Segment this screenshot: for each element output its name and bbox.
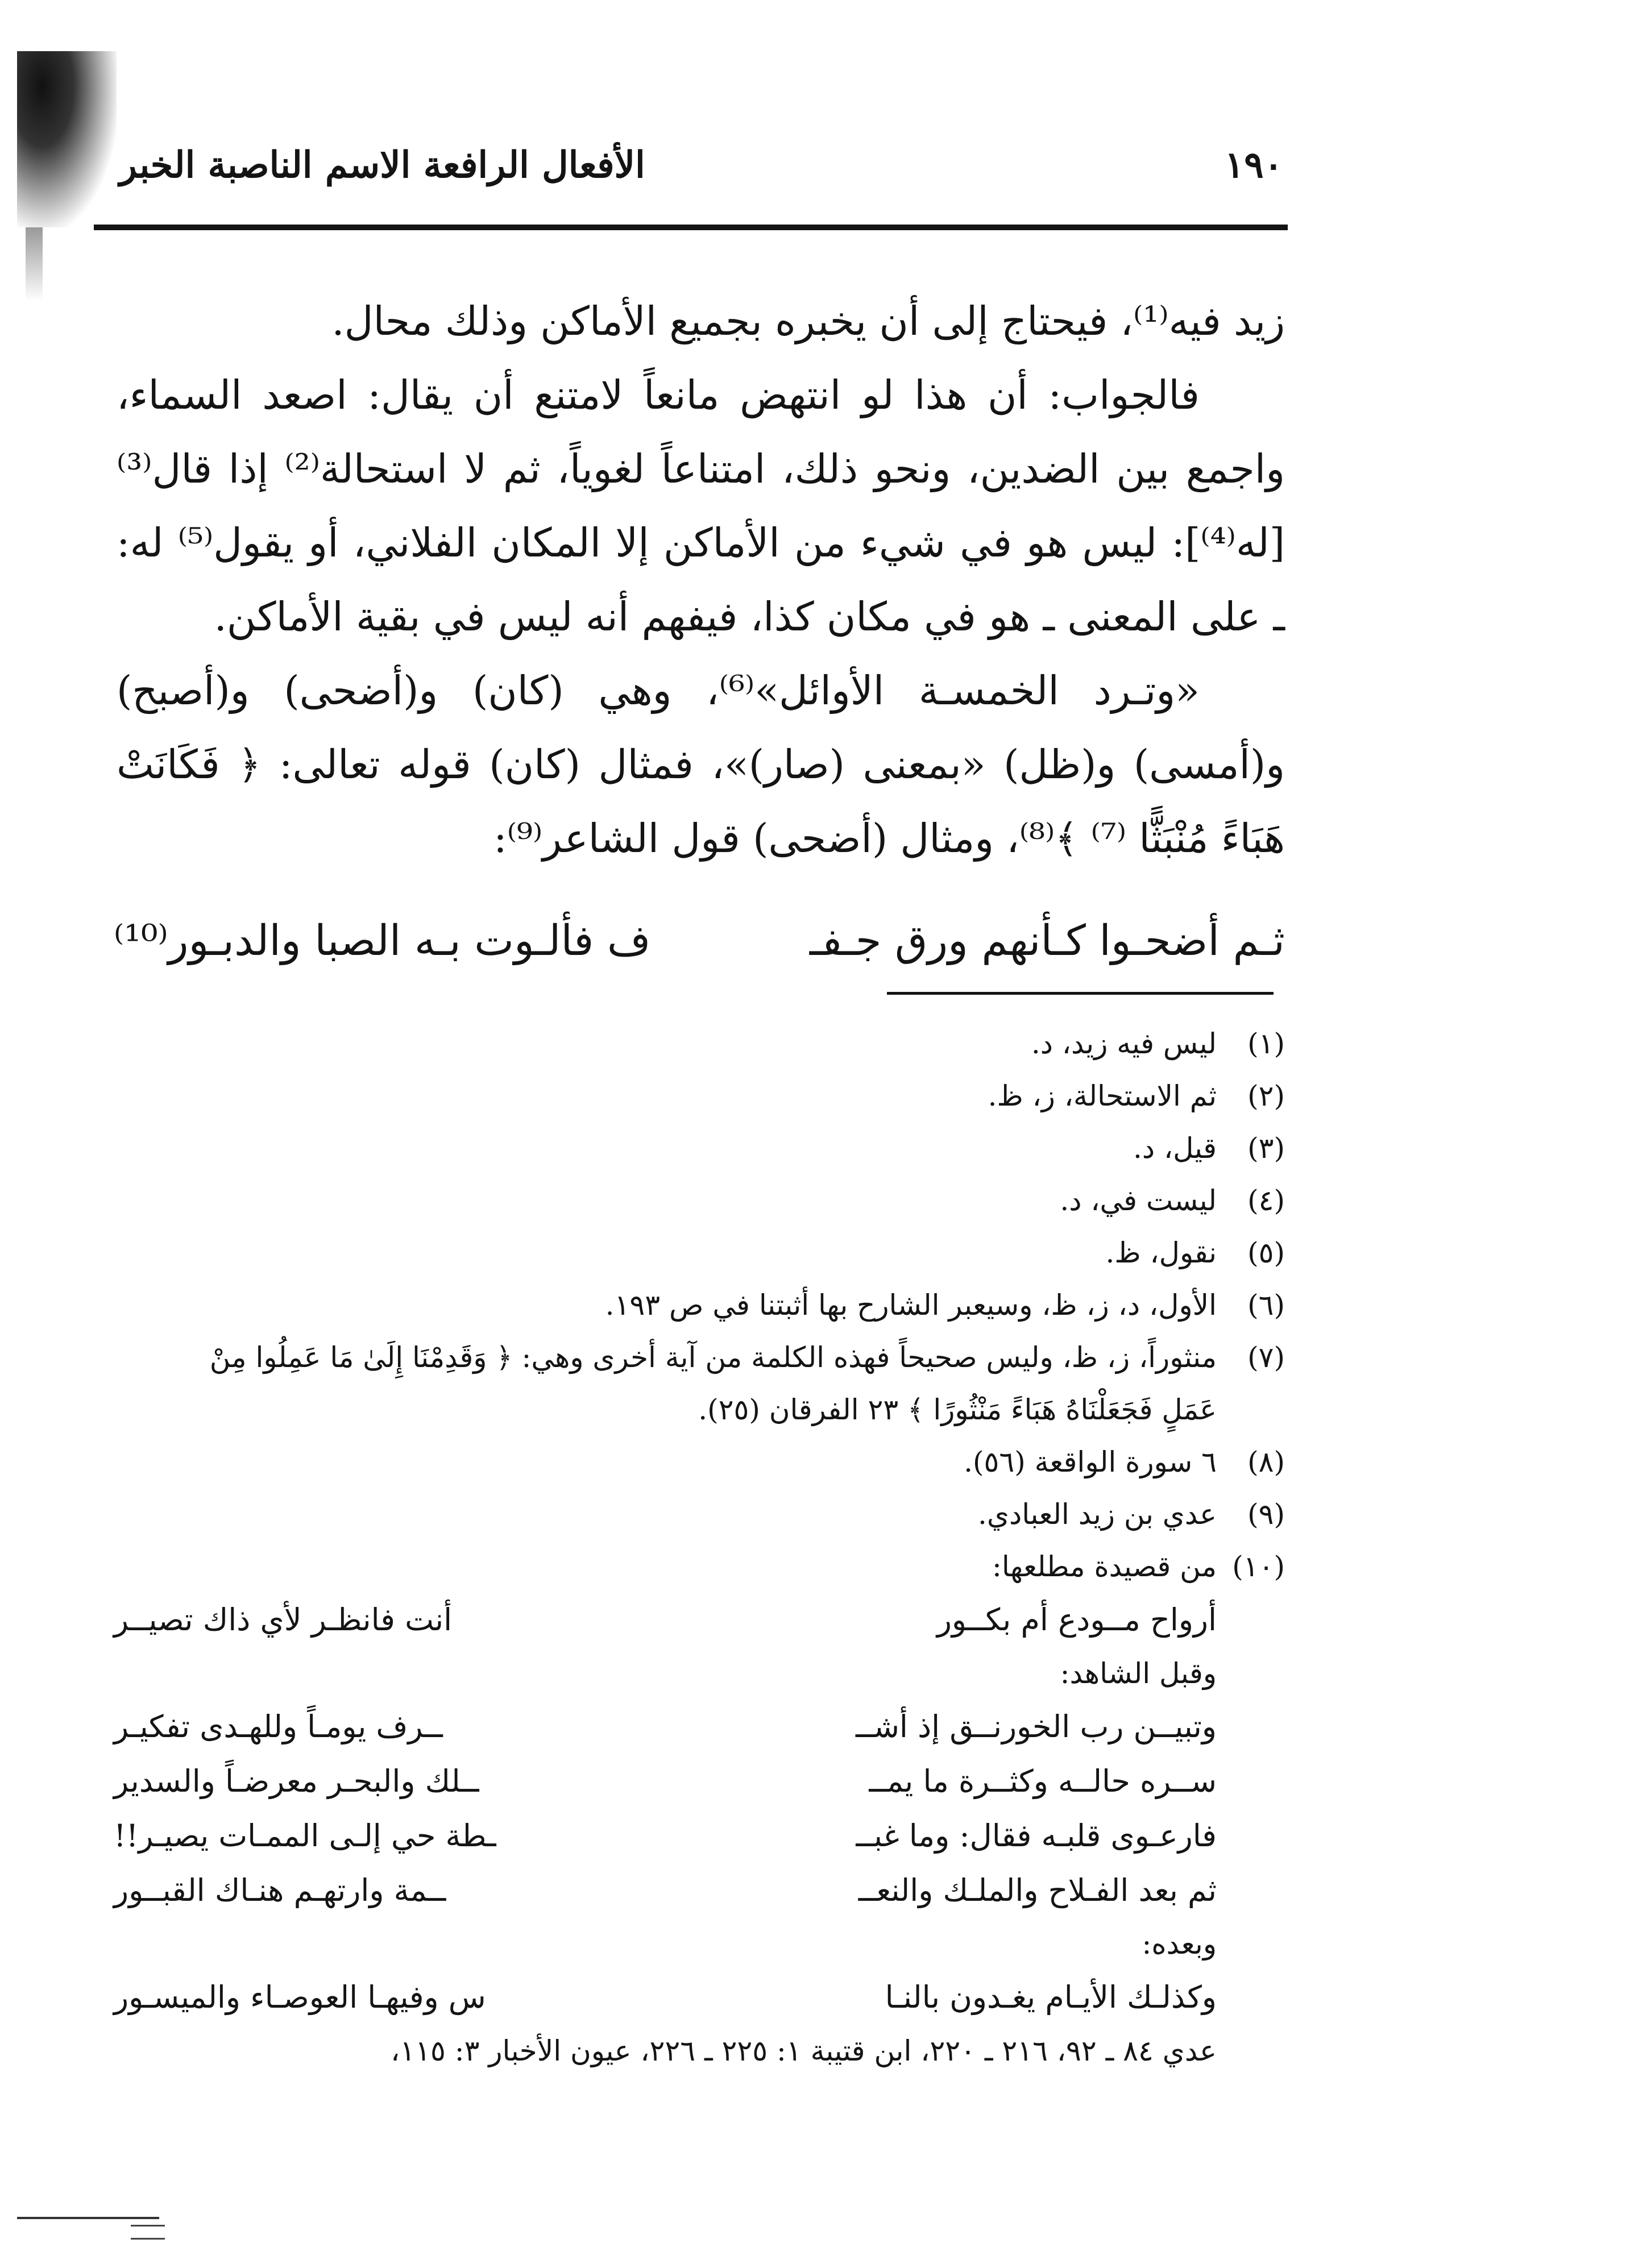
footnote-number: (٣) [1247, 1132, 1285, 1165]
header-rule [94, 225, 1288, 230]
footnote-4 [114, 1174, 1285, 1227]
scan-corner-mark [17, 2217, 159, 2242]
hemistich-right: ثم بعد الفـلاح والملـك والنعــ [858, 1872, 1217, 1908]
footnote-5 [114, 1227, 1285, 1279]
hemistich-left: ــلك والبحـر معرضـاً والسدير [114, 1763, 479, 1799]
footnote-text: نقول، ظ. [1105, 1236, 1217, 1269]
footnote-number: (٦) [1247, 1289, 1285, 1322]
before-witness-label: وقبل الشاهد: [1060, 1657, 1217, 1690]
footnote-number: (٨) [1247, 1445, 1285, 1478]
footnote-2 [114, 1070, 1285, 1122]
hemistich-right: فارعـوى قلبـه فقال: وما غبــ [856, 1818, 1217, 1854]
hemistich-right: وتبيــن رب الخورنــق إذ أشــ [856, 1709, 1217, 1744]
footnote-number: (٤) [1247, 1184, 1285, 1217]
footnote-text: قيل، د. [1133, 1132, 1217, 1165]
footnote-7 [114, 1331, 1285, 1384]
footnote-number: (٧) [1247, 1341, 1285, 1374]
footnotes [114, 1017, 1285, 2077]
footnote-number: (١) [1247, 1027, 1285, 1060]
paragraph-2: فالجواب: أن هذا لو انتهض مانعاً لامتنع أن يقال: اصعد السماء، واجمع بين الضدين، ونحو ذلك، امتناعاً لغوياً، ثم لا استحالة⁽²⁾ إذا قال⁽³⁾ [له⁽⁴⁾]: ليس هو في شيء من الأماكن إلا المكان الفلاني، أو يقول⁽⁵⁾ له: ـ على المعنى ـ هو في مكان كذا، فيفهم أنه ليس في بقية الأماكن. [117, 372, 1285, 640]
footnote-7-continuation: عَمَلٍ فَجَعَلْنَاهُ هَبَاءً مَنْثُورًا ﴾ ٢٣ الفرقان (٢٥). [698, 1393, 1217, 1426]
footnote-text: من قصيدة مطلعها: [992, 1550, 1217, 1583]
footnote-number: (٥) [1247, 1236, 1285, 1269]
scan-shadow-trail [26, 227, 43, 301]
hemistich-left: ــمة وارتهـم هنـاك القبــور [114, 1872, 446, 1908]
footnote-number: (٢) [1247, 1079, 1285, 1112]
footnote-text: ليس فيه زيد، د. [1031, 1027, 1217, 1060]
page-header [119, 134, 1283, 196]
poem-line [114, 1754, 1285, 1809]
verse-second-hemistich: ف فألـوت بـه الصبا والدبـور⁽¹⁰⁾ [114, 916, 651, 965]
hemistich-right: ســره حالــه وكثــرة ما يمــ [869, 1763, 1217, 1799]
footnote-text: عدي بن زيد العبادي. [977, 1498, 1217, 1531]
footnote-text: ثم الاستحالة، ز، ظ. [988, 1079, 1217, 1112]
footnote-number: (١٠) [1232, 1550, 1285, 1583]
footnote-separator [887, 992, 1274, 995]
hemistich-left: ـطة حي إلـى الممـات يصيـر!! [114, 1818, 496, 1854]
footnote-10 [114, 1540, 1285, 1593]
footnote-text: الأول، د، ز، ظ، وسيعبر الشارح بها أثبتنا في ص ١٩٣. [605, 1289, 1217, 1322]
footnote-3 [114, 1122, 1285, 1174]
poem-line [114, 1809, 1285, 1863]
verse-first-hemistich: ثـم أضحـوا كـأنهم ورق جـفـ [809, 916, 1285, 965]
poem-line [114, 1863, 1285, 1918]
page-title: الأفعال الرافعة الاسم الناصبة الخبر [119, 143, 645, 186]
footnote-1 [114, 1017, 1285, 1070]
page-number: ١٩٠ [1224, 143, 1283, 186]
footnote-number: (٩) [1247, 1498, 1285, 1531]
footnote-9 [114, 1488, 1285, 1540]
after-label: وبعده: [1142, 1928, 1217, 1960]
sources-line: عدي ٨٤ ـ ٩٢، ٢١٦ ـ ٢٢٠، ابن قتيبة ١: ٢٢٥ ـ ٢٢٦، عيون الأخبار ٣: ١١٥، [391, 2034, 1217, 2067]
hemistich-left: أنت فانظـر لأي ذاك تصيــر [114, 1602, 453, 1638]
paragraph-3: «وتـرد الخمسـة الأوائل»⁽⁶⁾، وهي (كان) و(أضحى) و(أصبح) و(أمسى) و(ظل) «بمعنى (صار)»، فمثال (كان) قوله تعالى: ﴿ فَكَانَتْ هَبَاءً مُنْبَثًّا ⁽⁷⁾ ﴾⁽⁸⁾، ومثال (أضحى) قول الشاعر⁽⁹⁾: [117, 667, 1285, 862]
poem-line [114, 1970, 1285, 2025]
verse-line [114, 898, 1285, 983]
hemistich-left: س وفيهـا العوصـاء والميسـور [114, 1979, 486, 2015]
paragraph-1: زيد فيه⁽¹⁾، فيحتاج إلى أن يخبره بجميع الأماكن وذلك محال. [331, 298, 1285, 344]
hemistich-right: وكذلـك الأيـام يغـدون بالنـا [885, 1979, 1217, 2015]
hemistich-left: ــرف يومـاً وللهـدى تفكيـر [114, 1709, 443, 1744]
footnote-text: منثوراً، ز، ظ، وليس صحيحاً فهذه الكلمة من آية أخرى وهي: ﴿ وَقَدِمْنَا إِلَىٰ مَا عَمِلُوا مِنْ [209, 1341, 1217, 1374]
footnote-6 [114, 1279, 1285, 1331]
main-text [117, 284, 1285, 875]
footnote-text: ليست في، د. [1060, 1184, 1217, 1217]
poem-opening-line [114, 1593, 1285, 1647]
footnote-text: ٦ سورة الواقعة (٥٦). [964, 1445, 1217, 1478]
poem-line [114, 1700, 1285, 1754]
footnote-8 [114, 1436, 1285, 1488]
hemistich-right: أرواح مــودع أم بكــور [936, 1602, 1217, 1638]
scan-shadow [17, 51, 117, 227]
